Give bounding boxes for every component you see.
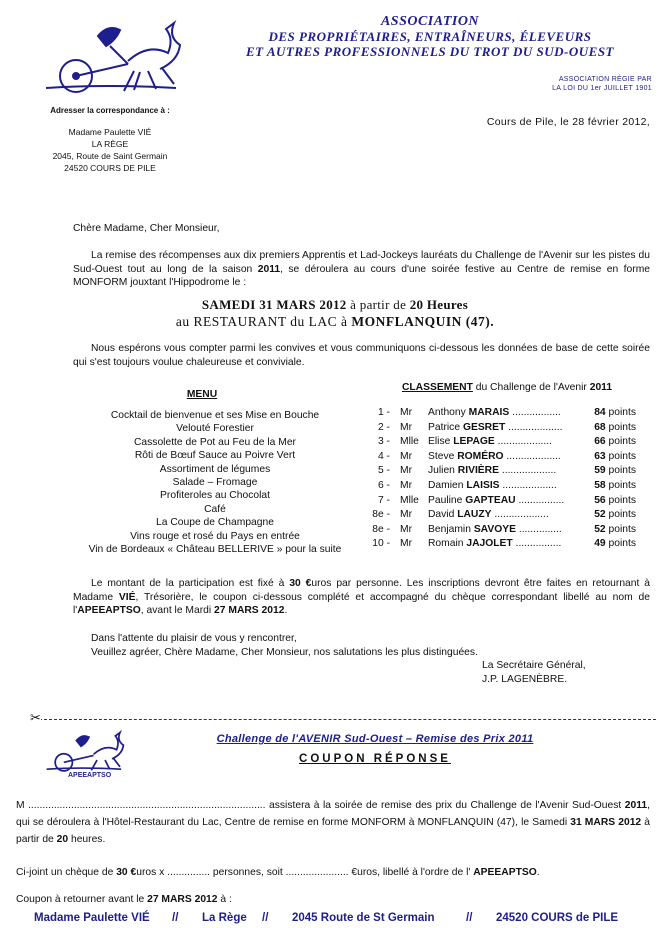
first-name: Anthony: [428, 407, 466, 418]
points-value: 56: [594, 494, 606, 506]
signatory-role: La Secrétaire Général,: [482, 660, 586, 671]
rank: 1 -: [377, 407, 390, 418]
footer-place: La Rège: [202, 912, 247, 924]
coupon-year: 2011: [624, 800, 648, 811]
points-unit: points: [605, 450, 636, 462]
leader-dots: .................: [509, 407, 561, 418]
address-line: Madame Paulette VIÉ: [68, 127, 152, 137]
header-line-3: ET AUTRES PROFESSIONNELS DU TROT DU SUD-OUEST: [245, 44, 614, 59]
rank: 7 -: [377, 494, 390, 506]
civility: Mr: [400, 523, 413, 535]
association-header: [200, 14, 660, 59]
event-date: SAMEDI 31 MARS 2012: [201, 297, 347, 312]
coupon-text: à partir de: [16, 817, 650, 845]
first-name: Elise: [428, 436, 451, 448]
intro-text-c: , se déroulera au cours d'une soirée festive au Centre de remise en forme MONFORM jouxtant l'Hippodrome le :: [73, 263, 650, 288]
points: [584, 451, 636, 462]
footer-separator: //: [262, 912, 269, 924]
coupon-subtitle: COUPON RÉPONSE: [299, 753, 451, 765]
address-line: 2045, Route de Saint Germain: [52, 151, 168, 161]
civility: Mr: [400, 538, 413, 550]
participation-text: , avant le Mardi: [140, 605, 215, 616]
participation-price: 30 €: [289, 578, 312, 589]
civility: Mr: [400, 421, 413, 433]
menu-item: Vins rouge et rosé du Pays en entrée: [130, 530, 300, 542]
civility: Mr: [400, 407, 413, 418]
coupon-return-text: [16, 891, 650, 908]
last-name: LAISIS: [466, 479, 500, 491]
civility: Mr: [400, 509, 413, 521]
correspondence-heading: Adresser la correspondance à :: [50, 106, 170, 115]
info-paragraph: Nous espérons vous compter parmi les convives et vous communiquons ci-dessous les données de base de cette soirée qui s'est toujours voulue chaleureuse et conviviale.: [73, 343, 650, 368]
points-value: 66: [594, 436, 606, 448]
menu-item: Vin de Bordeaux « Château BELLERIVE » pour la suite: [88, 544, 342, 556]
points-unit: points: [605, 436, 636, 448]
points: [584, 480, 636, 491]
event-restaurant: au RESTAURANT du LAC à: [175, 314, 352, 329]
rider-name: [428, 524, 562, 535]
cut-line: [34, 719, 656, 720]
points-unit: points: [605, 421, 636, 433]
footer-town: 24520 COURS de PILE: [496, 912, 619, 924]
rank: 8e -: [372, 523, 390, 535]
rank: 3 -: [377, 436, 390, 448]
points: [584, 524, 636, 535]
menu-item: Café: [204, 503, 226, 515]
participation-text: uros par personne. Les inscriptions devront être faites en retournant à Madame: [73, 578, 650, 603]
menu-item: La Coupe de Champagne: [156, 517, 274, 529]
rank: 5 -: [377, 465, 390, 477]
ranking-row: [362, 509, 642, 524]
menu-item: Cocktail de bienvenue et ses Mise en Bouche: [110, 410, 320, 421]
first-name: Steve: [428, 450, 455, 462]
last-name: SAVOYE: [473, 523, 516, 535]
footer-street: 2045 Route de St Germain: [292, 912, 435, 924]
rank: 2 -: [377, 421, 390, 433]
points-value: 59: [594, 465, 606, 477]
letter-date: Cours de Pile, le 28 février 2012,: [486, 116, 650, 128]
ranking-row: [362, 465, 642, 480]
points-value: 52: [594, 523, 606, 535]
intro-paragraph: [73, 249, 650, 290]
participation-paragraph: [73, 577, 650, 618]
points-unit: points: [605, 407, 636, 418]
last-name: RIVIÈRE: [457, 465, 499, 477]
rank: 10 -: [372, 538, 390, 550]
menu-item: Salade – Fromage: [172, 477, 258, 489]
last-name: GAPTEAU: [465, 494, 516, 506]
points: [584, 509, 636, 520]
ranking-row: [362, 422, 642, 437]
points-unit: points: [605, 494, 636, 506]
coupon-text: uros x ............... personnes, soit ...................... €uros, libellé à l'ordre de l': [136, 867, 474, 878]
participation-text: Le montant de la participation est fixé à: [91, 578, 290, 589]
coupon-text: .: [536, 867, 540, 878]
last-name: MARAIS: [468, 407, 510, 418]
header-line-1: ASSOCIATION: [380, 14, 480, 29]
menu-item: Velouté Forestier: [176, 423, 254, 435]
points-value: 68: [594, 421, 606, 433]
closing-line-2: Veuillez agréer, Chère Madame, Cher Monsieur, nos salutations les plus distinguées.: [91, 647, 478, 658]
menu-item: Profiteroles au Chocolat: [160, 490, 270, 502]
rider-name: [428, 407, 561, 418]
rider-name: [428, 495, 564, 506]
intro-text-a: La remise des récompenses aux dix premiers Apprentis et Lad-Jockeys lauréats du Challenge de l'Avenir sur les pistes du Sud-Ouest tout au long de la saison: [73, 250, 650, 275]
civility: Mlle: [400, 436, 419, 448]
last-name: GESRET: [462, 421, 506, 433]
leader-dots: ................: [512, 538, 562, 550]
leader-dots: ...................: [491, 509, 549, 521]
coupon-date: 31 MARS 2012: [570, 817, 642, 828]
trotting-horse-logo: [38, 16, 188, 96]
points-unit: points: [605, 538, 636, 550]
coupon-price: 30 €: [116, 867, 137, 878]
points: [584, 422, 636, 433]
rider-name: [428, 436, 552, 447]
scissors-icon: ✂: [30, 710, 41, 725]
first-name: Romain: [428, 538, 464, 550]
ranking-row: [362, 495, 642, 510]
ranking-heading-year: 2011: [589, 382, 613, 393]
intro-season: 2011: [257, 263, 281, 275]
civility: Mr: [400, 479, 413, 491]
payee-name: APEEAPTSO: [77, 605, 141, 616]
ranking-row: [362, 480, 642, 495]
coupon-text: Coupon à retourner avant le: [16, 894, 148, 905]
event-time: 20 Heures: [409, 297, 469, 312]
coupon-title: Challenge de l'AVENIR Sud-Ouest – Remise des Prix 2011: [216, 733, 534, 745]
ranking-heading-title: CLASSEMENT: [401, 382, 473, 393]
points: [584, 538, 636, 549]
rider-name: [428, 509, 549, 520]
ranking-heading-text: du Challenge de l'Avenir: [472, 382, 590, 393]
rider-name: [428, 465, 556, 476]
ranking-row: [362, 451, 642, 466]
ranking-row: [362, 436, 642, 451]
menu-item: Rôti de Bœuf Sauce au Poivre Vert: [134, 450, 296, 462]
header-line-2: DES PROPRIÉTAIRES, ENTRAÎNEURS, ÉLEVEURS: [268, 29, 592, 44]
points: [584, 495, 636, 506]
footer-separator: //: [466, 912, 473, 924]
menu-heading: MENU: [186, 389, 218, 400]
coupon-payee: APEEAPTSO: [473, 867, 537, 878]
points-value: 63: [594, 450, 606, 462]
rank: 6 -: [377, 479, 390, 491]
address-line: 24520 COURS DE PILE: [64, 163, 156, 173]
closing-line-1: Dans l'attente du plaisir de vous y rencontrer,: [91, 633, 297, 644]
rider-name: [428, 480, 557, 491]
civility: Mlle: [400, 494, 419, 506]
first-name: Damien: [428, 479, 464, 491]
points: [584, 465, 636, 476]
participation-text: , Trésorière, le coupon ci-dessous complété et accompagné du chèque correspondant libellé au nom de l': [73, 591, 650, 616]
regie-note: [500, 75, 652, 93]
points-unit: points: [605, 479, 636, 491]
event-from: à partir de: [346, 297, 410, 312]
coupon-payment-text: [16, 864, 650, 881]
leader-dots: ...................: [505, 421, 563, 433]
first-name: Patrice: [428, 421, 461, 433]
deadline-date: 27 MARS 2012: [214, 605, 285, 616]
last-name: LEPAGE: [453, 436, 495, 448]
first-name: Julien: [428, 465, 455, 477]
leader-dots: ................: [515, 494, 565, 506]
coupon-text: heures.: [68, 834, 106, 845]
regie-line-2: LA LOI DU 1er JUILLET 1901: [552, 85, 652, 92]
points-value: 84: [594, 407, 606, 418]
coupon-text: Ci-joint un chèque de: [16, 867, 117, 878]
first-name: Benjamin: [428, 523, 471, 535]
rider-name: [428, 422, 563, 433]
leader-dots: ...................: [494, 436, 552, 448]
coupon-attendance-text: [16, 797, 650, 848]
menu-list: [80, 409, 350, 556]
points-value: 49: [594, 538, 606, 550]
points: [584, 436, 636, 447]
coupon-text: , qui se déroulera à l'Hôtel-Restaurant du Lac, Centre de remise en forme MONFORM à MONFLANQUIN (47), le Samedi: [16, 800, 650, 828]
menu-item: Assortiment de légumes: [159, 463, 271, 475]
coupon-text: à :: [217, 894, 232, 905]
coupon-deadline: 27 MARS 2012: [147, 894, 218, 905]
event-date-line: [0, 297, 670, 313]
coupon-text: M ................................................................................... assistera à la soirée de remise des prix du Challenge de l'Avenir Sud-Ouest: [16, 800, 625, 811]
ranking-row: [362, 407, 642, 422]
points-unit: points: [605, 465, 636, 477]
event-town: MONFLANQUIN (47).: [351, 314, 495, 329]
leader-dots: ...................: [498, 465, 557, 477]
ranking-row: [362, 524, 642, 539]
first-name: Pauline: [428, 494, 463, 506]
last-name: ROMÉRO: [457, 450, 504, 462]
treasurer-name: VIÉ: [118, 591, 136, 603]
greeting: Chère Madame, Cher Monsieur,: [73, 223, 220, 234]
coupon-hour: 20: [56, 834, 69, 845]
points-unit: points: [605, 509, 636, 521]
civility: Mr: [400, 450, 413, 462]
participation-text: .: [284, 605, 288, 616]
event-place-line: [0, 314, 670, 330]
rider-name: [428, 451, 561, 462]
ranking-list: [362, 407, 642, 553]
address-line: LA RÈGE: [91, 139, 129, 149]
points-value: 52: [594, 509, 606, 521]
signatory-name: J.P. LAGENÈBRE.: [482, 674, 568, 685]
points-value: 58: [594, 479, 606, 491]
points-unit: points: [605, 523, 636, 535]
last-name: LAUZY: [457, 509, 492, 521]
ranking-row: [362, 538, 642, 553]
civility: Mr: [400, 465, 413, 477]
points: [584, 407, 636, 418]
rider-name: [428, 538, 561, 549]
leader-dots: ...............: [515, 523, 562, 535]
menu-item: Cassolette de Pot au Feu de la Mer: [134, 436, 296, 448]
leader-dots: ...................: [503, 450, 561, 462]
leader-dots: ...................: [499, 479, 557, 491]
last-name: JAJOLET: [466, 538, 513, 550]
footer-separator: //: [172, 912, 179, 924]
rank: 8e -: [372, 509, 390, 521]
rank: 4 -: [377, 450, 390, 462]
first-name: David: [428, 509, 455, 521]
ranking-heading: [372, 382, 642, 393]
coupon-logo-caption: APEEAPTSO: [68, 772, 112, 779]
regie-line-1: ASSOCIATION RÉGIE PAR: [558, 76, 652, 83]
footer-name: Madame Paulette VIÉ: [34, 912, 150, 924]
correspondence-address: [30, 126, 190, 174]
